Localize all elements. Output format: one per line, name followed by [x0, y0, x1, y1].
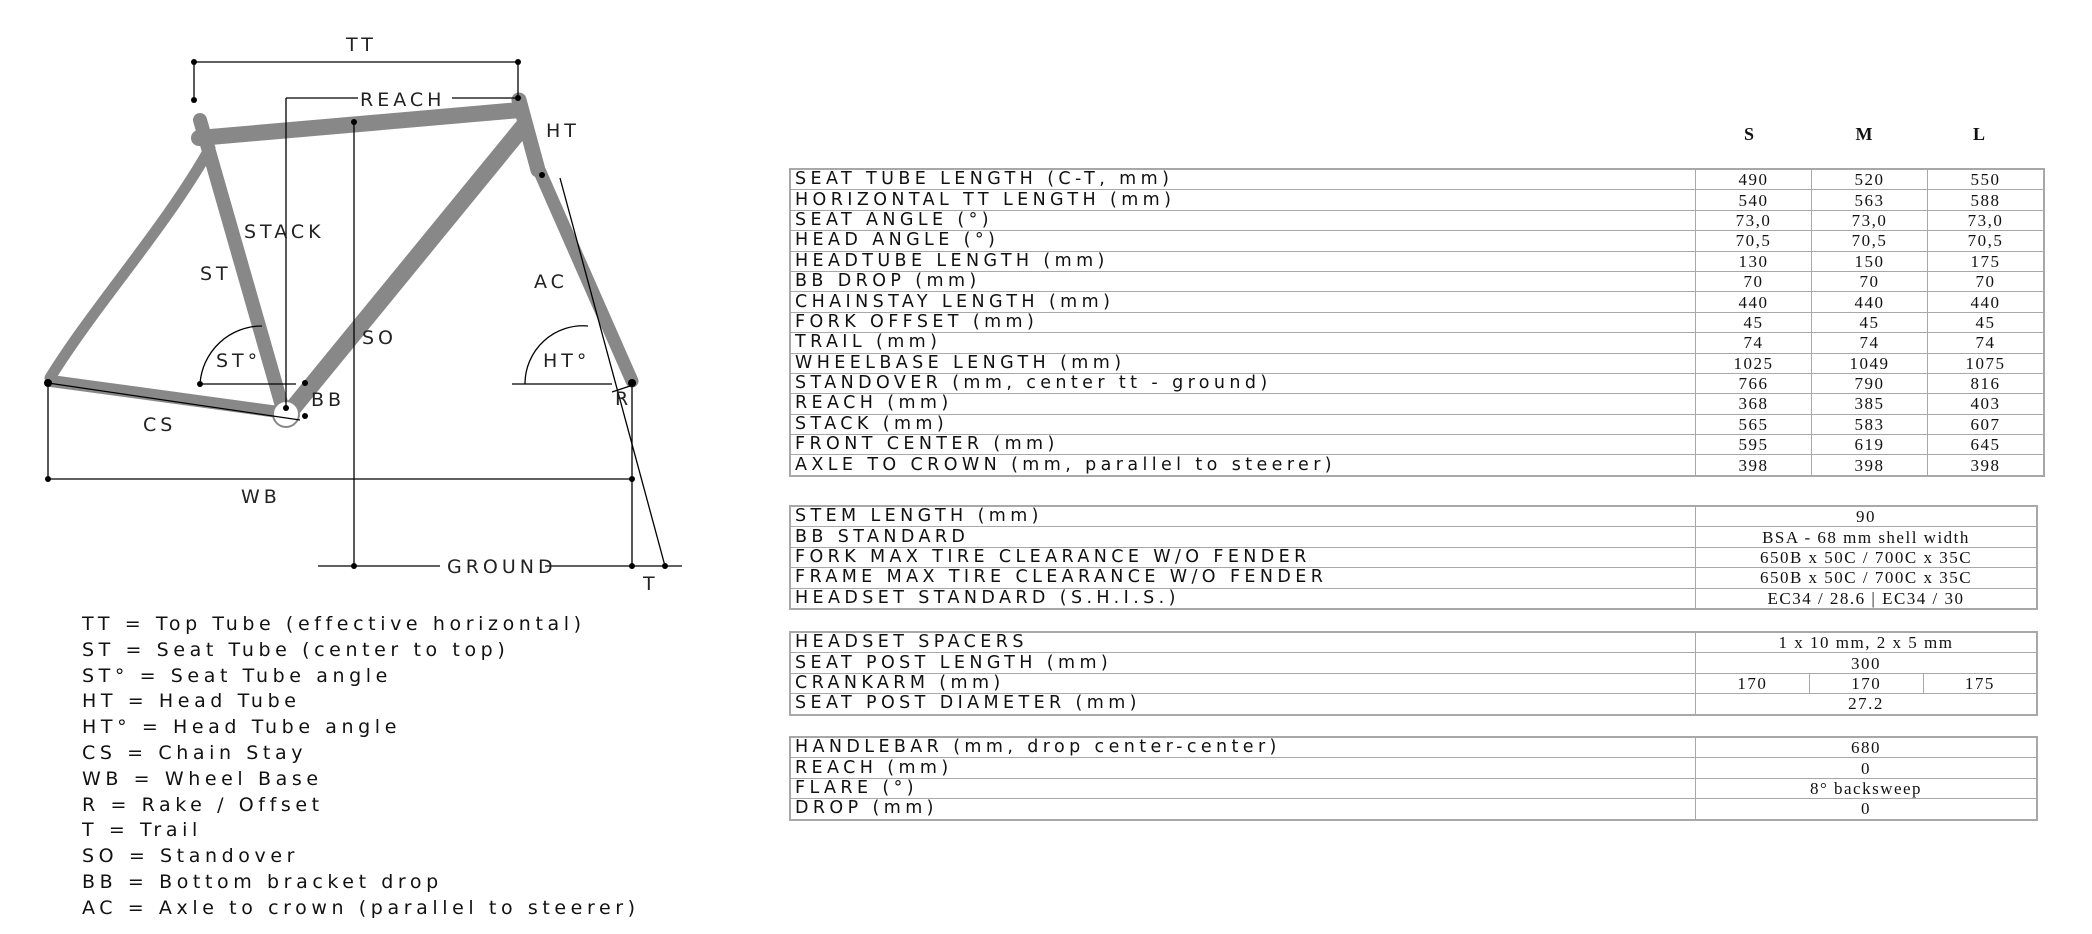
ground-label: GROUND [447, 556, 557, 578]
st-label: ST [200, 263, 232, 285]
ac-label: AC [534, 271, 568, 293]
table-row [790, 527, 2037, 547]
row-label: FORK MAX TIRE CLEARANCE W/O FENDER [790, 547, 1696, 567]
seat-stay [50, 148, 210, 378]
legend-item: ST° = Seat Tube angle [82, 664, 392, 687]
table-row [790, 588, 2037, 609]
size-value-cell: 45 [1928, 312, 2045, 332]
steering-axis-line [560, 178, 665, 566]
point [283, 405, 289, 411]
size-value-cell: 1049 [1812, 353, 1928, 373]
point [44, 379, 52, 387]
handlebar-table-body [790, 737, 2037, 820]
row-label: SEAT POST LENGTH (mm) [790, 653, 1696, 673]
shared-value-cell: 1 x 10 mm, 2 x 5 mm [1696, 632, 2038, 653]
size-value-cell: 45 [1812, 312, 1928, 332]
point [191, 97, 197, 103]
row-label: STANDOVER (mm, center tt - ground) [790, 373, 1696, 393]
size-value-cell: 550 [1928, 169, 2045, 190]
legend-item: AC = Axle to crown (parallel to steerer) [82, 896, 640, 919]
table-row [790, 758, 2037, 778]
size-value-cell: 385 [1812, 394, 1928, 414]
geometry-table [789, 168, 2045, 477]
size-value-cell: 170 [1809, 673, 1923, 693]
point [351, 563, 357, 569]
legend-item: ST = Seat Tube (center to top) [82, 638, 510, 661]
table-row [790, 169, 2044, 190]
size-value-cell: 766 [1696, 373, 1812, 393]
shared-value-cell: EC34 / 28.6 | EC34 / 30 [1696, 588, 2038, 609]
size-value-cell: 440 [1812, 292, 1928, 312]
size-value-cell: 73,0 [1928, 210, 2045, 230]
size-value-cell: 70,5 [1812, 231, 1928, 251]
row-label: SEAT TUBE LENGTH (C-T, mm) [790, 169, 1696, 190]
row-label: FORK OFFSET (mm) [790, 312, 1696, 332]
table-row [790, 353, 2044, 373]
shared-value-cell: 27.2 [1696, 694, 2038, 715]
row-label: TRAIL (mm) [790, 333, 1696, 353]
point [629, 476, 635, 482]
size-value-cell: 816 [1928, 373, 2045, 393]
row-label: DROP (mm) [790, 799, 1696, 820]
seatpost-table-body [790, 632, 2037, 715]
row-label: SEAT ANGLE (°) [790, 210, 1696, 230]
size-value-cell: 398 [1812, 455, 1928, 476]
shared-value-cell: 650B x 50C / 700C x 35C [1696, 547, 2038, 567]
row-label: BB DROP (mm) [790, 271, 1696, 291]
so-label: SO [362, 327, 398, 349]
legend-item: TT = Top Tube (effective horizontal) [82, 613, 586, 635]
cs-label: CS [143, 414, 177, 436]
row-label: HANDLEBAR (mm, drop center-center) [790, 737, 1696, 758]
shared-value-cell: 650B x 50C / 700C x 35C [1696, 568, 2038, 588]
row-label: AXLE TO CROWN (mm, parallel to steerer) [790, 455, 1696, 476]
size-value-cell: 170 [1696, 673, 1810, 693]
reach-label: REACH [360, 89, 446, 111]
table-row [790, 568, 2037, 588]
table-row [790, 231, 2044, 251]
table-row [790, 778, 2037, 798]
table-row [790, 373, 2044, 393]
shared-value-cell: 90 [1696, 506, 2038, 527]
head-tube [519, 100, 538, 170]
table-row [790, 547, 2037, 567]
row-label: CHAINSTAY LENGTH (mm) [790, 292, 1696, 312]
size-header [1692, 124, 2037, 148]
size-value-cell: 440 [1696, 292, 1812, 312]
size-value-cell: 607 [1928, 414, 2045, 434]
row-label: HEADTUBE LENGTH (mm) [790, 251, 1696, 271]
size-value-cell: 70 [1928, 271, 2045, 291]
table-row [790, 210, 2044, 230]
table-row [790, 506, 2037, 527]
size-value-cell: 563 [1812, 190, 1928, 210]
table-row [790, 737, 2037, 758]
size-value-cell: 74 [1928, 333, 2045, 353]
table-row [790, 653, 2037, 673]
row-label: HEADSET STANDARD (S.H.I.S.) [790, 588, 1696, 609]
seatpost-table [789, 631, 2038, 716]
row-label: FRAME MAX TIRE CLEARANCE W/O FENDER [790, 568, 1696, 588]
size-value-cell: 645 [1928, 435, 2045, 455]
size-value-cell: 175 [1923, 673, 2037, 693]
size-m-heading: M [1855, 124, 1873, 144]
row-label: BB STANDARD [790, 527, 1696, 547]
row-label: FLARE (°) [790, 778, 1696, 798]
table-row [790, 190, 2044, 210]
size-value-cell: 70 [1812, 271, 1928, 291]
st-angle-label: ST° [216, 350, 262, 372]
shared-value-cell: 680 [1696, 737, 2038, 758]
size-value-cell: 540 [1696, 190, 1812, 210]
chain-stay [51, 381, 286, 413]
point [628, 379, 636, 387]
t-label: T [643, 573, 659, 595]
size-s-heading: S [1743, 124, 1754, 144]
stack-label: STACK [244, 221, 325, 243]
size-value-cell: 70,5 [1928, 231, 2045, 251]
shared-value-cell: 300 [1696, 653, 2038, 673]
point [302, 413, 308, 419]
size-value-cell: 1075 [1928, 353, 2045, 373]
shared-value-cell: 0 [1696, 799, 2038, 820]
legend-item: SO = Standover [82, 845, 300, 868]
point [191, 59, 197, 65]
legend-item: WB = Wheel Base [82, 767, 323, 790]
size-value-cell: 70,5 [1696, 231, 1812, 251]
table-row [790, 292, 2044, 312]
size-value-cell: 583 [1812, 414, 1928, 434]
size-value-cell: 565 [1696, 414, 1812, 434]
size-value-cell: 74 [1812, 333, 1928, 353]
size-value-cell: 150 [1812, 251, 1928, 271]
down-tube [293, 128, 522, 408]
legend-item: BB = Bottom bracket drop [82, 870, 443, 893]
row-label: HEADSET SPACERS [790, 632, 1696, 653]
size-value-cell: 70 [1696, 271, 1812, 291]
legend-item: CS = Chain Stay [82, 741, 308, 764]
frame-geometry-diagram [0, 0, 720, 600]
row-label: SEAT POST DIAMETER (mm) [790, 694, 1696, 715]
table-row [790, 251, 2044, 271]
row-label: REACH (mm) [790, 758, 1696, 778]
point [515, 95, 521, 101]
components-table [789, 505, 2038, 610]
row-label: WHEELBASE LENGTH (mm) [790, 353, 1696, 373]
size-value-cell: 403 [1928, 394, 2045, 414]
size-value-cell: 398 [1696, 455, 1812, 476]
table-row [790, 694, 2037, 715]
shared-value-cell: BSA - 68 mm shell width [1696, 527, 2038, 547]
point [515, 59, 521, 65]
size-value-cell: 619 [1812, 435, 1928, 455]
table-row [790, 414, 2044, 434]
size-value-cell: 74 [1696, 333, 1812, 353]
size-value-cell: 130 [1696, 251, 1812, 271]
abbreviation-legend [82, 612, 640, 922]
table-row [790, 632, 2037, 653]
size-value-cell: 1025 [1696, 353, 1812, 373]
handlebar-table [789, 736, 2038, 821]
size-value-cell: 45 [1696, 312, 1812, 332]
r-label: R [615, 388, 633, 410]
point [539, 172, 545, 178]
bb-label: BB [311, 389, 346, 411]
legend-item: HT° = Head Tube angle [82, 716, 401, 739]
size-value-cell: 595 [1696, 435, 1812, 455]
size-value-cell: 790 [1812, 373, 1928, 393]
point [629, 563, 635, 569]
row-label: CRANKARM (mm) [790, 673, 1696, 693]
row-label: REACH (mm) [790, 394, 1696, 414]
size-value-cell: 588 [1928, 190, 2045, 210]
row-label: HEAD ANGLE (°) [790, 231, 1696, 251]
top-tube [199, 110, 520, 138]
table-row [790, 333, 2044, 353]
size-value-cell: 440 [1928, 292, 2045, 312]
size-value-cell: 490 [1696, 169, 1812, 190]
wb-label: WB [241, 486, 281, 508]
point [662, 563, 668, 569]
legend-item: R = Rake / Offset [82, 793, 324, 816]
table-row [790, 799, 2037, 820]
tt-label: TT [346, 34, 377, 56]
point [45, 476, 51, 482]
ht-angle-label: HT° [543, 350, 591, 372]
size-value-cell: 520 [1812, 169, 1928, 190]
size-value-cell: 175 [1928, 251, 2045, 271]
point [351, 119, 357, 125]
shared-value-cell: 0 [1696, 758, 2038, 778]
row-label: FRONT CENTER (mm) [790, 435, 1696, 455]
row-label: STACK (mm) [790, 414, 1696, 434]
size-l-heading: L [1972, 124, 1985, 144]
ht-label: HT [546, 120, 580, 142]
size-value-cell: 368 [1696, 394, 1812, 414]
table-row [790, 271, 2044, 291]
point [197, 381, 203, 387]
table-row [790, 394, 2044, 414]
shared-value-cell: 8° backsweep [1696, 778, 2038, 798]
size-value-cell: 73,0 [1812, 210, 1928, 230]
components-table-body [790, 506, 2037, 609]
table-row [790, 673, 2037, 693]
legend-item: T = Trail [82, 819, 202, 842]
table-row [790, 455, 2044, 476]
geometry-table-body [790, 169, 2044, 476]
table-row [790, 435, 2044, 455]
row-label: HORIZONTAL TT LENGTH (mm) [790, 190, 1696, 210]
row-label: STEM LENGTH (mm) [790, 506, 1696, 527]
point [302, 380, 308, 386]
size-value-cell: 73,0 [1696, 210, 1812, 230]
size-value-cell: 398 [1928, 455, 2045, 476]
legend-item: HT = Head Tube [82, 690, 301, 713]
table-row [790, 312, 2044, 332]
